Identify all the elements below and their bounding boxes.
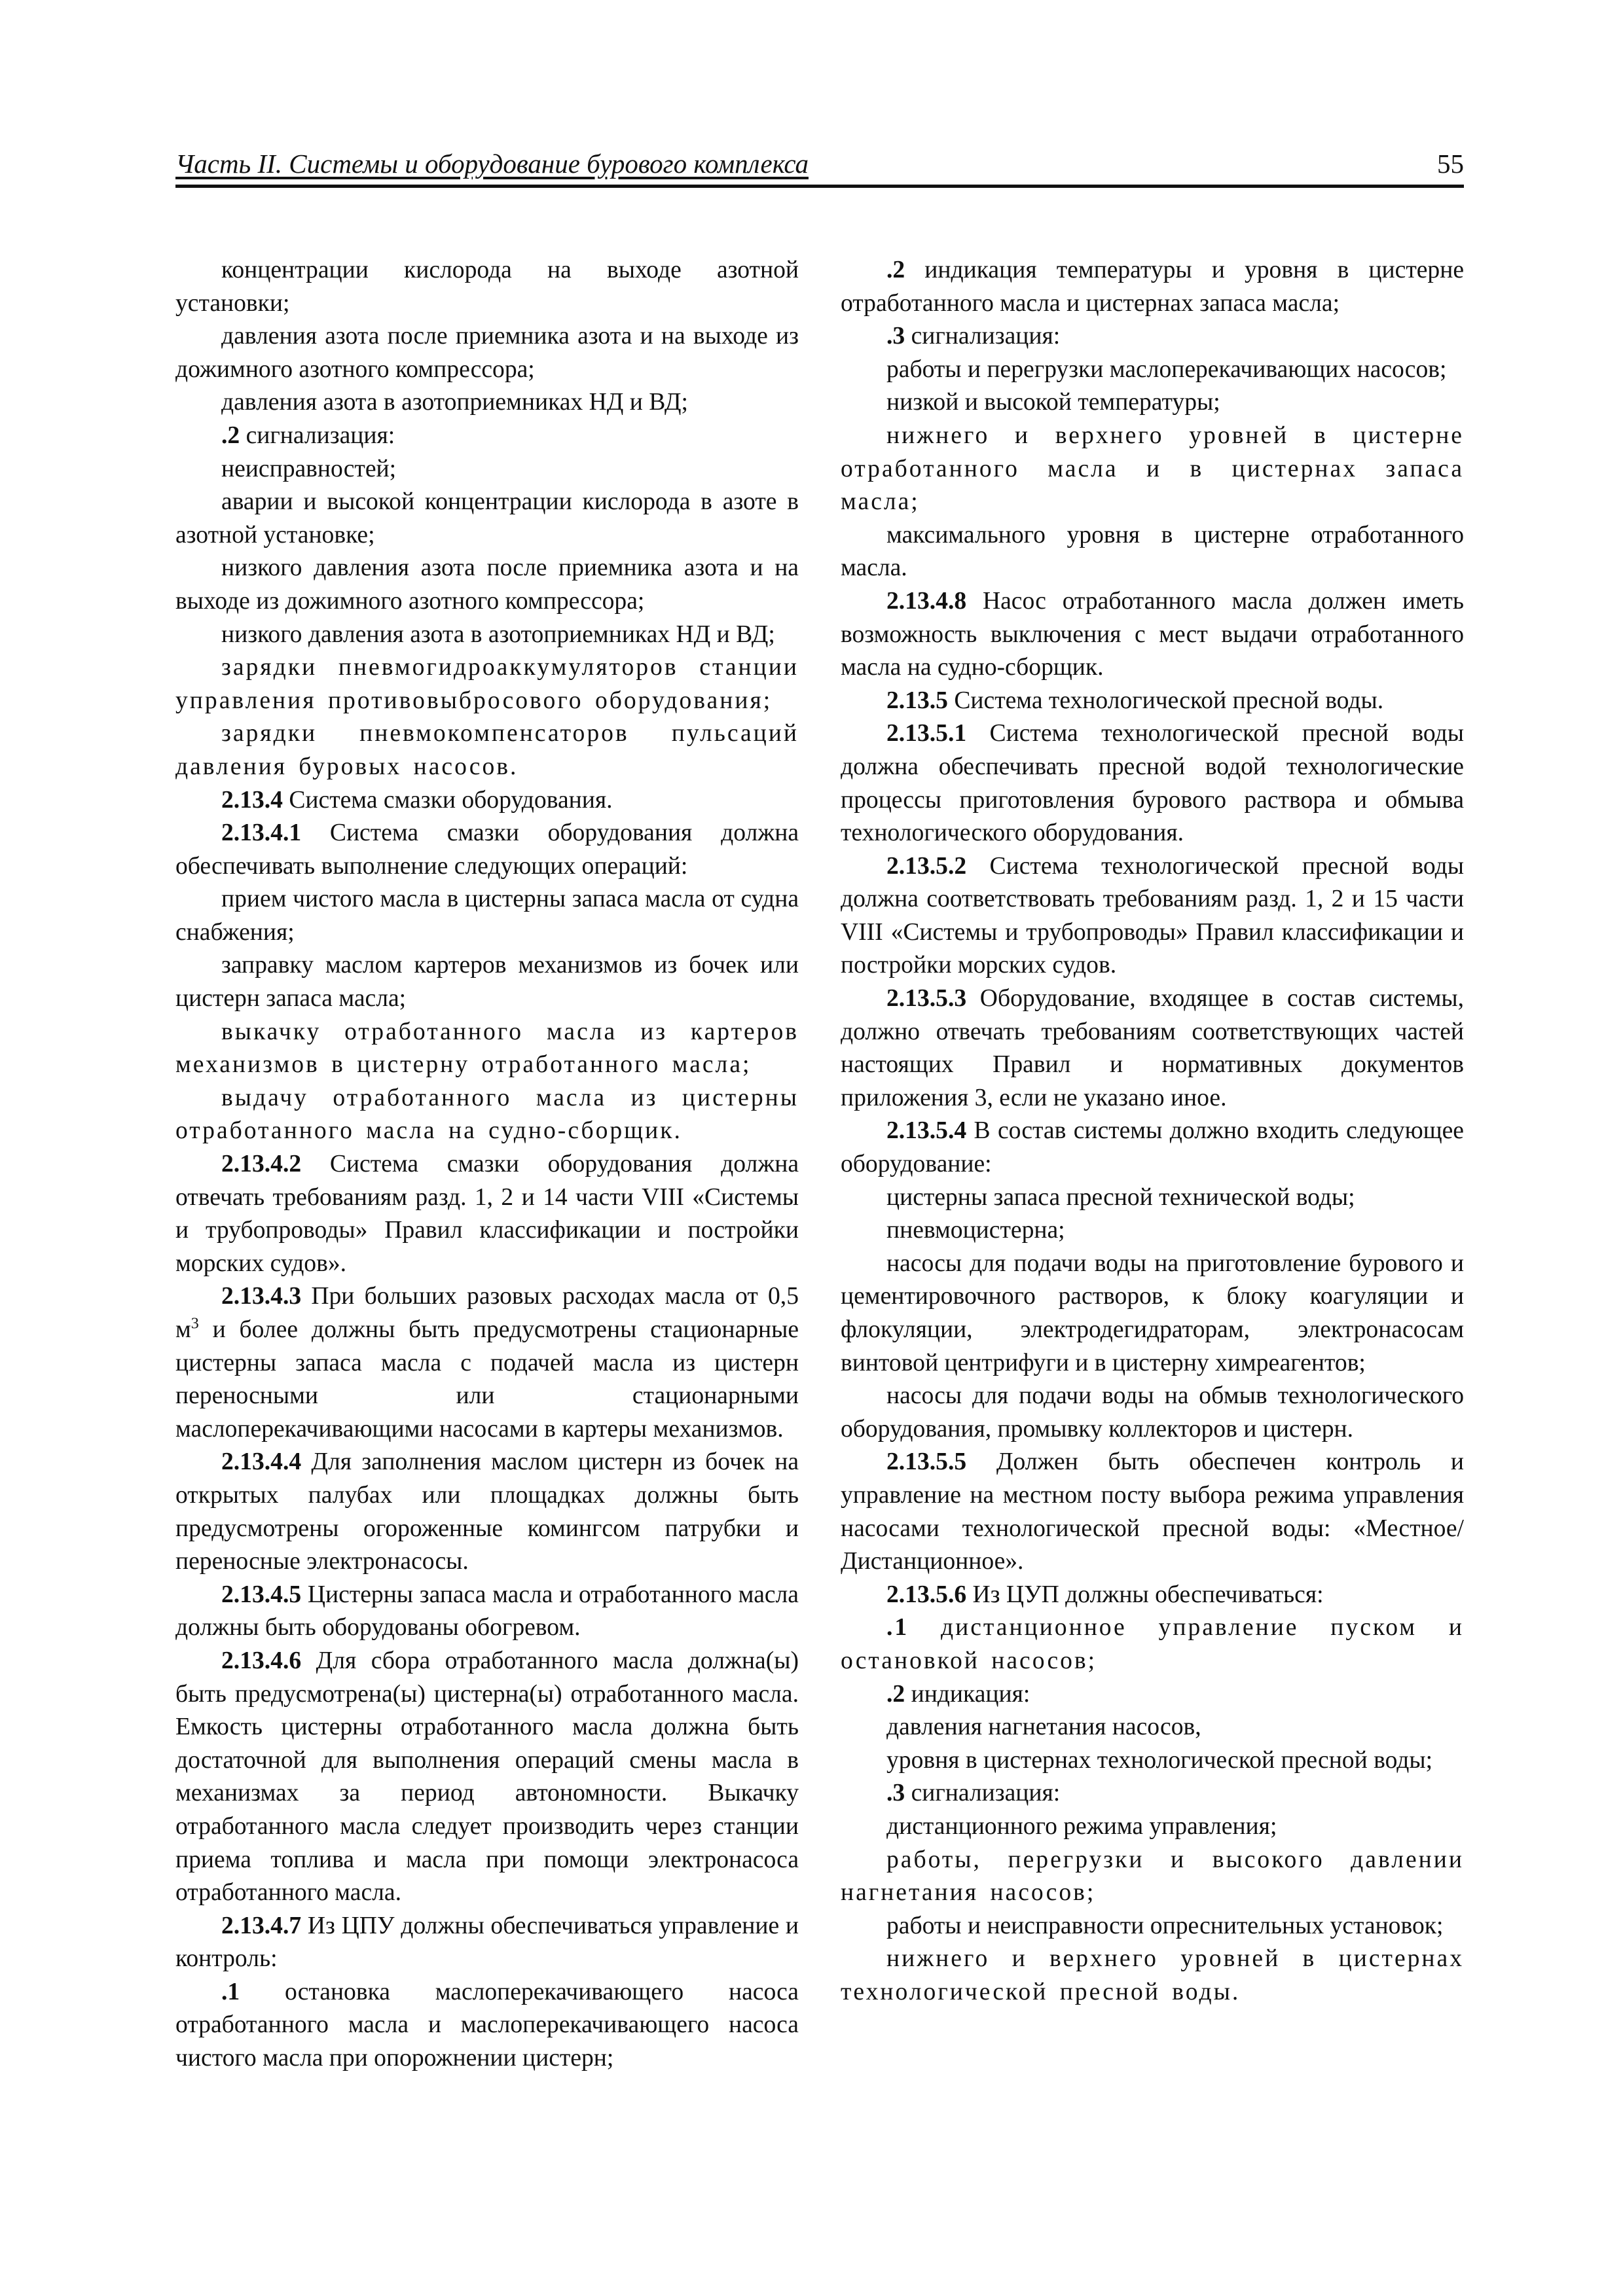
paragraph: .2 сигнализация: xyxy=(221,422,395,449)
section-heading: 2.13.5 Система технологической пресной воды. xyxy=(886,687,1384,714)
item-number: .2 xyxy=(221,422,240,449)
section-number: 2.13.4.2 xyxy=(221,1151,302,1178)
section-number: 2.13.5.5 xyxy=(886,1448,967,1476)
paragraph: .3 сигнализация: xyxy=(886,323,1061,350)
paragraph: максимального уровня в цистерне отработанного масла. xyxy=(841,521,1464,582)
paragraph: заправку маслом картеров механизмов из бочек или цистерн запаса масла; xyxy=(175,952,799,1013)
paragraph: пневмоцистерна; xyxy=(886,1217,1065,1244)
paragraph: нижнего и верхнего уровней в цистерне отработанного масла и в цистернах запаса масла; xyxy=(841,422,1464,516)
paragraph: 2.13.4.6 Для сбора отработанного масла должна(ы) быть предусмотрена(ы) цистерна(ы) отработанного масла. Емкость цистерны отработанного масла должна быть достаточной для выполнения операций смены масла в механизмах за период автономности. Выкачку отработанного масла следует производить через станции приема топлива и масла при помощи электронасоса отработанного масла. xyxy=(175,1647,799,1907)
paragraph: .1 остановка маслоперекачивающего насоса отработанного масла и маслоперекачивающего насоса чистого масла при опорожнении цистерн; xyxy=(175,1978,799,2072)
paragraph: давления азота после приемника азота и на выходе из дожимного азотного компрессора; xyxy=(175,323,799,383)
paragraph: 2.13.4.7 Из ЦПУ должны обеспечиваться управление и контроль: xyxy=(175,1912,799,1973)
paragraph: выдачу отработанного масла из цистерны отработанного масла на судно-сборщик. xyxy=(175,1084,799,1145)
paragraph: прием чистого масла в цистерны запаса масла от судна снабжения; xyxy=(175,886,799,946)
paragraph: насосы для подачи воды на обмыв технологического оборудования, промывку коллекторов и цистерн. xyxy=(841,1382,1464,1443)
paragraph: 2.13.5.2 Система технологической пресной воды должна соответствовать требованиям разд. 1, 2 и 15 части VIII «Системы и трубопроводы» Правил классификации и постройки морских судов. xyxy=(841,852,1464,979)
section-number: 2.13.5.3 xyxy=(886,985,967,1013)
left-column xyxy=(175,254,799,2075)
paragraph: 2.13.4.3 При больших разовых расходах масла от 0,5 $м^3$ и более должны быть предусмотрены стационарные цистерны запаса масла с подачей масла из цистерн переносными или стационарными маслоперекачивающими насосами в картеры механизмов. xyxy=(175,1283,799,1443)
item-number: .3 xyxy=(886,323,905,350)
paragraph: .2 индикация температуры и уровня в цистерне отработанного масла и цистернах запаса масла; xyxy=(841,257,1464,317)
right-column xyxy=(841,254,1464,2009)
paragraph: .3 сигнализация: xyxy=(886,1780,1061,1807)
item-number: .1 xyxy=(221,1978,240,2005)
paragraph: работы, перегрузки и высокого давлении нагнетания насосов; xyxy=(841,1846,1464,1907)
paragraph: 2.13.5.4 В состав системы должно входить следующее оборудование: xyxy=(841,1117,1464,1178)
section-number: 2.13.4 xyxy=(221,786,283,814)
paragraph: аварии и высокой концентрации кислорода в азоте в азотной установке; xyxy=(175,488,799,548)
item-number: .2 xyxy=(886,257,905,283)
running-header xyxy=(175,145,1464,188)
section-number: 2.13.5.4 xyxy=(886,1117,967,1145)
section-number: 2.13.4.1 xyxy=(221,819,302,847)
section-number: 2.13.4.5 xyxy=(221,1581,302,1608)
paragraph: дистанционного режима управления; xyxy=(886,1812,1277,1840)
paragraph: цистерны запаса пресной технической воды; xyxy=(886,1183,1355,1211)
item-number: .3 xyxy=(886,1780,905,1807)
paragraph: низкого давления азота после приемника азота и на выходе из дожимного азотного компрессора; xyxy=(175,554,799,615)
section-heading: 2.13.4 Система смазки оборудования. xyxy=(221,786,613,814)
paragraph: 2.13.5.3 Оборудование, входящее в состав системы, должно отвечать требованиям соответствующих частей настоящих Правил и нормативных документов приложения 3, если не указано иное. xyxy=(841,985,1464,1111)
paragraph: 2.13.5.5 Должен быть обеспечен контроль и управление на местном посту выбора режима управления насосами технологической пресной воды: «Местное/Дистанционное». xyxy=(841,1448,1464,1575)
section-number: 2.13.4.3 xyxy=(221,1283,302,1310)
paragraph: низкого давления азота в азотоприемниках НД и ВД; xyxy=(221,620,775,648)
item-number: .2 xyxy=(886,1680,905,1708)
paragraph: работы и перегрузки маслоперекачивающих насосов; xyxy=(886,355,1447,383)
section-number: 2.13.5.2 xyxy=(886,852,967,880)
paragraph: давления нагнетания насосов, xyxy=(886,1713,1201,1741)
section-number: 2.13.5.6 xyxy=(886,1581,967,1608)
paragraph: нижнего и верхнего уровней в цистернах технологической пресной воды. xyxy=(841,1945,1464,2005)
paragraph: 2.13.4.4 Для заполнения маслом цистерн из бочек на открытых палубах или площадках должны быть предусмотрены огороженные комингсом патрубки и переносные электронасосы. xyxy=(175,1448,799,1575)
section-number: 2.13.5.1 xyxy=(886,720,967,747)
paragraph: концентрации кислорода на выходе азотной установки; xyxy=(175,257,799,317)
paragraph: 2.13.5.1 Система технологической пресной воды должна обеспечивать пресной водой технологические процессы приготовления бурового раствора и обмыва технологического оборудования. xyxy=(841,720,1464,847)
paragraph: 2.13.4.1 Система смазки оборудования должна обеспечивать выполнение следующих операций: xyxy=(175,819,799,880)
paragraph: зарядки пневмогидроаккумуляторов станции управления противовыбросового оборудования; xyxy=(175,654,799,714)
section-number: 2.13.4.4 xyxy=(221,1448,302,1476)
paragraph: давления азота в азотоприемниках НД и ВД; xyxy=(221,389,688,416)
section-number: 2.13.5 xyxy=(886,687,948,714)
superscript: 3 xyxy=(191,1315,199,1333)
paragraph: выкачку отработанного масла из картеров механизмов в цистерну отработанного масла; xyxy=(175,1018,799,1079)
paragraph: работы и неисправности опреснительных установок; xyxy=(886,1912,1444,1939)
paragraph: .1 дистанционное управление пуском и остановкой насосов; xyxy=(841,1614,1464,1674)
paragraph: 2.13.4.2 Система смазки оборудования должна отвечать требованиям разд. 1, 2 и 14 части VIII «Системы и трубопроводы» Правил классификации и постройки морских судов». xyxy=(175,1151,799,1277)
page-number: 55 xyxy=(1437,149,1464,179)
section-number: 2.13.4.8 xyxy=(886,587,967,615)
paragraph: низкой и высокой температуры; xyxy=(886,389,1220,416)
paragraph: 2.13.5.6 Из ЦУП должны обеспечиваться: xyxy=(886,1581,1324,1608)
paragraph: неисправностей; xyxy=(221,455,397,482)
section-number: 2.13.4.6 xyxy=(221,1647,302,1674)
paragraph: .2 индикация: xyxy=(886,1680,1030,1708)
item-number: .1 xyxy=(886,1614,909,1641)
paragraph: зарядки пневмокомпенсаторов пульсаций давления буровых насосов. xyxy=(175,720,799,780)
paragraph: уровня в цистернах технологической пресной воды; xyxy=(886,1746,1433,1774)
section-number: 2.13.4.7 xyxy=(221,1912,302,1939)
running-header-title: Часть II. Системы и оборудование бурового комплекса xyxy=(175,149,809,179)
paragraph: 2.13.4.5 Цистерны запаса масла и отработанного масла должны быть оборудованы обогревом. xyxy=(175,1581,799,1641)
paragraph: насосы для подачи воды на приготовление бурового и цементировочного растворов, к блоку коагуляции и флокуляции, электродегидраторам, электронасосам винтовой центрифуги и в цистерну химреагентов; xyxy=(841,1249,1464,1376)
paragraph: 2.13.4.8 Насос отработанного масла должен иметь возможность выключения с мест выдачи отработанного масла на судно-сборщик. xyxy=(841,587,1464,681)
